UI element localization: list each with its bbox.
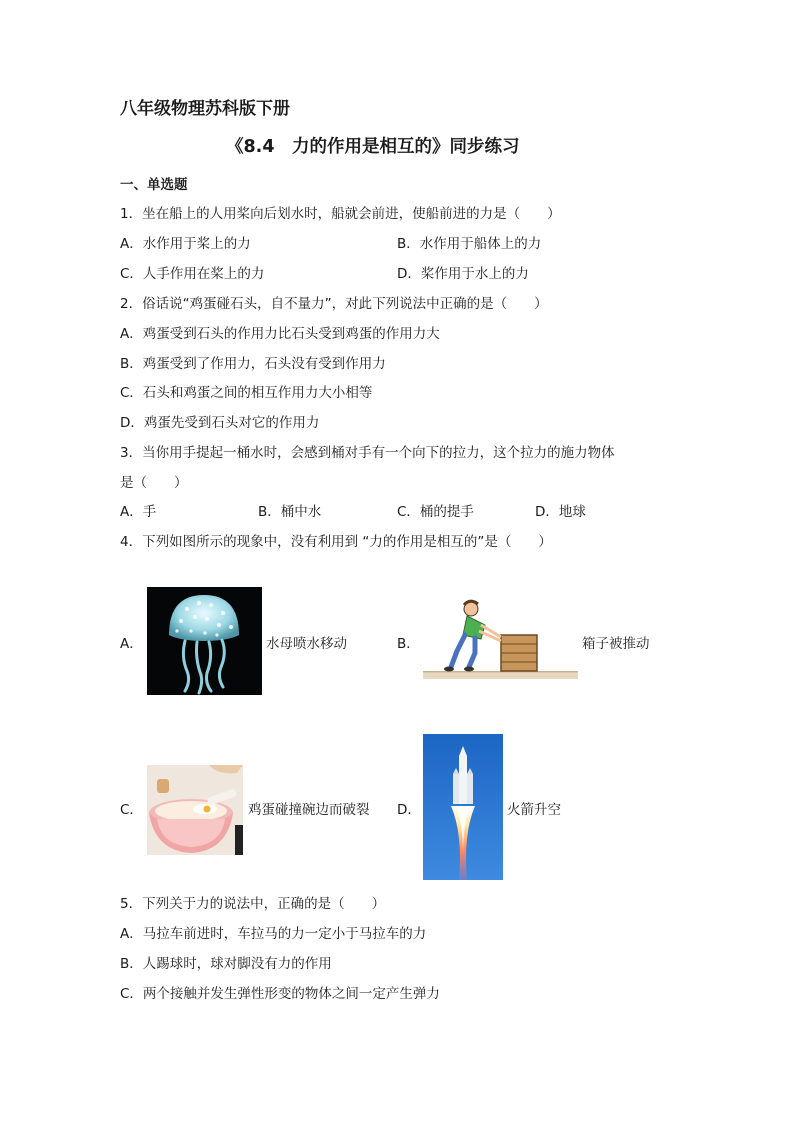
question-3-stem-line-2: 是（ ）: [120, 475, 188, 491]
question-3-option-d: D．地球: [535, 504, 586, 520]
question-5-option-a: A．马拉车前进时，车拉马的力一定小于马拉车的力: [120, 926, 427, 942]
jellyfish-image: [147, 587, 262, 695]
question-5-option-c: C．两个接触并发生弹性形变的物体之间一定产生弹力: [120, 986, 440, 1002]
question-4-option-b-letter: B．: [397, 636, 420, 652]
question-3-option-a: A．手: [120, 504, 157, 520]
question-1-option-a: A．水作用于桨上的力: [120, 236, 251, 252]
question-1-option-d: D．桨作用于水上的力: [397, 266, 529, 282]
question-1-option-c: C．人手作用在桨上的力: [120, 266, 265, 282]
question-2-option-a: A．鸡蛋受到石头的作用力比石头受到鸡蛋的作用力大: [120, 326, 440, 342]
question-4-stem: 4．下列如图所示的现象中，没有利用到 “力的作用是相互的”是（ ）: [120, 534, 552, 550]
question-3-stem-line-1: 3．当你用手提起一桶水时，会感到桶对手有一个向下的拉力，这个拉力的施力物体: [120, 445, 615, 461]
egg-bowl-image: [147, 765, 243, 855]
rocket-launch-image: [423, 734, 503, 880]
question-1-stem: 1．坐在船上的人用桨向后划水时，船就会前进，使船前进的力是（ ）: [120, 206, 561, 222]
page-title: 《8.4 力的作用是相互的》同步练习: [226, 137, 520, 157]
question-4-option-c-letter: C．: [120, 802, 143, 818]
question-5-stem: 5．下列关于力的说法中，正确的是（ ）: [120, 896, 386, 912]
question-3-option-b: B．桶中水: [258, 504, 322, 520]
question-2-option-b: B．鸡蛋受到了作用力，石头没有受到作用力: [120, 356, 386, 372]
question-5-option-b: B．人踢球时，球对脚没有力的作用: [120, 956, 332, 972]
question-4-option-b-caption: 箱子被推动: [582, 636, 650, 652]
question-4-option-c-caption: 鸡蛋碰撞碗边而破裂: [248, 802, 370, 818]
question-4-option-d-caption: 火箭升空: [507, 802, 561, 818]
question-2-option-c: C．石头和鸡蛋之间的相互作用力大小相等: [120, 385, 373, 401]
question-2-option-d: D．鸡蛋先受到石头对它的作用力: [120, 415, 320, 431]
question-4-option-d-letter: D．: [397, 802, 421, 818]
question-3-option-c: C．桶的提手: [397, 504, 474, 520]
question-4-option-a-caption: 水母喷水移动: [266, 636, 347, 652]
pushing-box-image: [423, 595, 578, 685]
question-1-option-b: B．水作用于船体上的力: [397, 236, 542, 252]
section-heading: 一、单选题: [120, 177, 188, 193]
question-2-stem: 2．俗话说“鸡蛋碰石头，自不量力”，对此下列说法中正确的是（ ）: [120, 296, 548, 312]
document-header: 八年级物理苏科版下册: [120, 99, 290, 119]
question-4-option-a-letter: A．: [120, 636, 143, 652]
